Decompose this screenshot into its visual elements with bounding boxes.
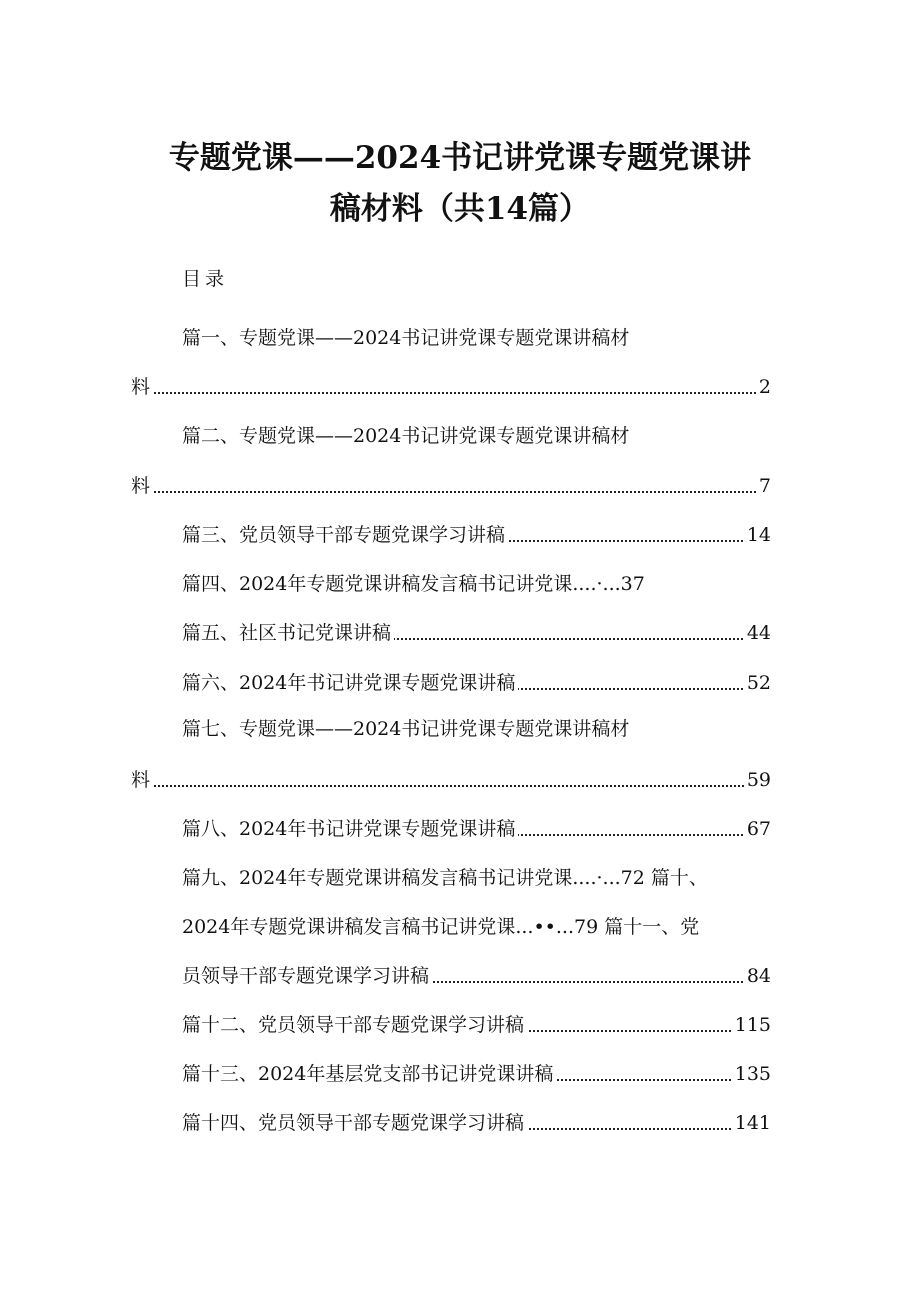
toc-entry-9[interactable]: 篇九、2024年专题党课讲稿发言稿书记讲党课....·...72 篇十、: [182, 867, 708, 889]
toc-entry-2-first-line[interactable]: 篇二、专题党课——2024书记讲党课专题党课讲稿材: [182, 425, 630, 447]
toc-entry-page: 141: [734, 1112, 771, 1134]
toc-entry-text: 篇八、2024年书记讲党课专题党课讲稿: [182, 818, 518, 840]
toc-entry-2[interactable]: [131, 475, 771, 497]
toc-heading: 目录: [182, 268, 229, 290]
document-title-line-1: 专题党课——2024书记讲党课专题党课讲: [168, 140, 752, 176]
toc-entry-13[interactable]: [182, 1063, 771, 1085]
toc-entry-1[interactable]: [131, 376, 771, 398]
dot-leader: [131, 491, 771, 493]
toc-entry-text: 篇三、党员领导干部专题党课学习讲稿: [182, 524, 508, 546]
toc-entry-7-first-line[interactable]: 篇七、专题党课——2024书记讲党课专题党课讲稿材: [182, 718, 630, 740]
toc-entry-page: 84: [746, 965, 771, 987]
toc-entry-11[interactable]: [182, 965, 771, 987]
toc-entry-10[interactable]: 2024年专题党课讲稿发言稿书记讲党课...••...79 篇十一、党: [182, 916, 700, 938]
toc-entry-8[interactable]: [182, 818, 771, 840]
toc-entry-text: 料: [131, 769, 153, 791]
toc-entry-text: 篇六、2024年书记讲党课专题党课讲稿: [182, 672, 518, 694]
toc-entry-page: 67: [746, 818, 771, 840]
toc-entry-page: 59: [746, 769, 771, 791]
toc-entry-14[interactable]: [182, 1112, 771, 1134]
toc-entry-page: 52: [746, 672, 771, 694]
toc-entry-page: 135: [734, 1063, 771, 1085]
toc-entry-text: 篇十三、2024年基层党支部书记讲党课讲稿: [182, 1063, 556, 1085]
toc-entry-text: 篇十二、党员领导干部专题党课学习讲稿: [182, 1014, 527, 1036]
dot-leader: [131, 785, 771, 787]
toc-entry-page: 44: [746, 622, 771, 644]
toc-entry-6[interactable]: [182, 672, 771, 694]
toc-entry-page: 7: [758, 475, 771, 497]
toc-entry-page: 115: [734, 1014, 771, 1036]
toc-entry-text: 员领导干部专题党课学习讲稿: [182, 965, 432, 987]
document-title-line-2: 稿材料（共14篇）: [329, 191, 591, 227]
toc-entry-text: 料: [131, 376, 153, 398]
toc-entry-text: 料: [131, 475, 153, 497]
toc-entry-12[interactable]: [182, 1014, 771, 1036]
toc-entry-page: 14: [746, 524, 771, 546]
toc-entry-4[interactable]: 篇四、2024年专题党课讲稿发言稿书记讲党课....·...37: [182, 573, 645, 595]
toc-entry-1-first-line[interactable]: 篇一、专题党课——2024书记讲党课专题党课讲稿材: [182, 327, 630, 349]
toc-entry-text: 篇十四、党员领导干部专题党课学习讲稿: [182, 1112, 527, 1134]
toc-entry-text: 篇五、社区书记党课讲稿: [182, 622, 394, 644]
toc-entry-3[interactable]: [182, 524, 771, 546]
toc-entry-page: 2: [758, 376, 771, 398]
toc-entry-7[interactable]: [131, 769, 771, 791]
toc-entry-5[interactable]: [182, 622, 771, 644]
dot-leader: [131, 392, 771, 394]
